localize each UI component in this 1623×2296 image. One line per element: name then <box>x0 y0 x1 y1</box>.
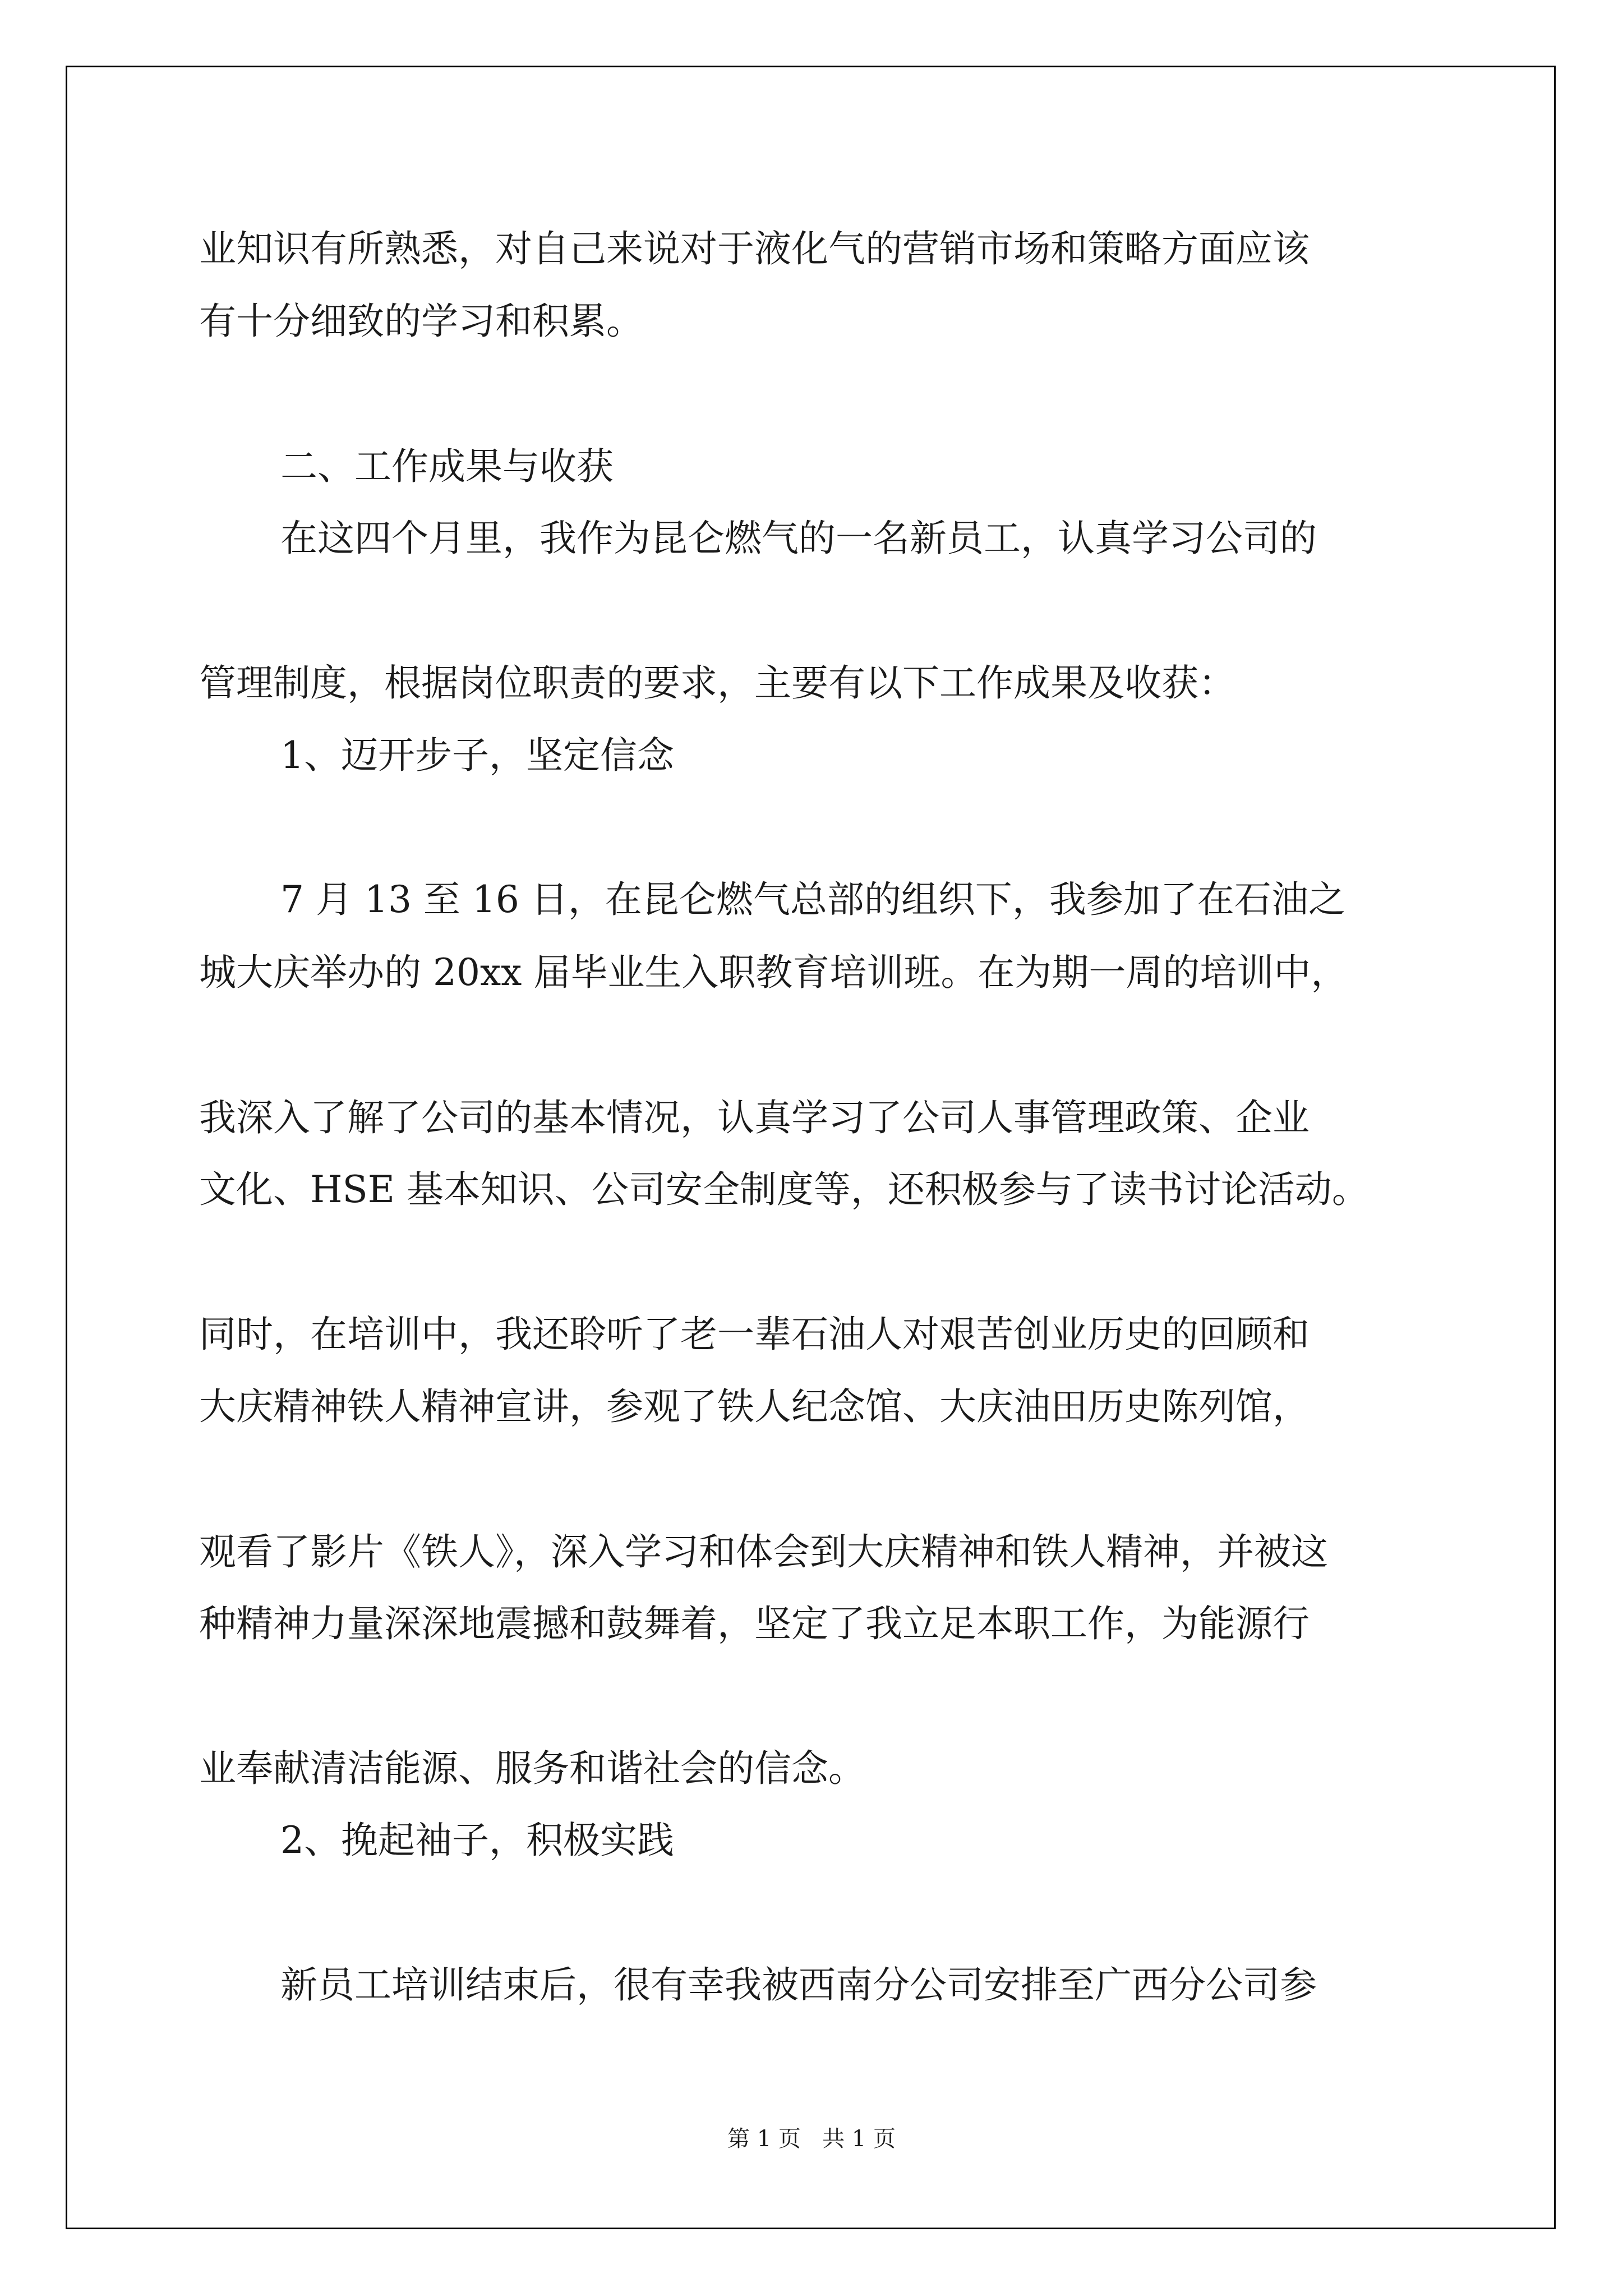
subsection-heading-2: 2、挽起袖子，积极实践 <box>280 1819 674 1862</box>
body-line-9: 我深入了解了公司的基本情况，认真学习了公司人事管理政策、企业 <box>199 1096 1310 1139</box>
body-line-2: 有十分细致的学习和积累。 <box>199 300 643 343</box>
section-heading-2: 二、工作成果与收获 <box>280 445 614 488</box>
body-line-14: 种精神力量深深地震撼和鼓舞着，坚定了我立足本职工作，为能源行 <box>199 1602 1310 1645</box>
body-line-4: 在这四个月里，我作为昆仑燃气的一名新员工，认真学习公司的 <box>280 517 1317 560</box>
page-border <box>66 66 1556 2229</box>
subsection-heading-1: 1、迈开步子，坚定信念 <box>280 734 674 777</box>
body-line-17: 新员工培训结束后，很有幸我被西南分公司安排至广西分公司参 <box>280 1963 1317 2007</box>
body-line-15: 业奉献清洁能源、服务和谐社会的信念。 <box>199 1747 865 1790</box>
body-line-13: 观看了影片《铁人》，深入学习和体会到大庆精神和铁人精神，并被这 <box>199 1530 1328 1573</box>
body-line-12: 大庆精神铁人精神宣讲，参观了铁人纪念馆、大庆油田历史陈列馆， <box>199 1385 1310 1428</box>
body-line-5: 管理制度，根据岗位职责的要求，主要有以下工作成果及收获： <box>199 661 1235 705</box>
body-line-10: 文化、HSE 基本知识、公司安全制度等，还积极参与了读书讨论活动。 <box>199 1168 1369 1211</box>
body-line-11: 同时，在培训中，我还聆听了老一辈石油人对艰苦创业历史的回顾和 <box>199 1313 1310 1356</box>
body-line-1: 业知识有所熟悉，对自己来说对于液化气的营销市场和策略方面应该 <box>199 227 1310 270</box>
body-line-7: 7 月 13 至 16 日，在昆仑燃气总部的组织下，我参加了在石油之 <box>280 878 1345 921</box>
page-footer: 第 1 页 共 1 页 <box>727 2126 896 2152</box>
body-line-8: 城大庆举办的 20xx 届毕业生入职教育培训班。在为期一周的培训中， <box>199 951 1348 994</box>
